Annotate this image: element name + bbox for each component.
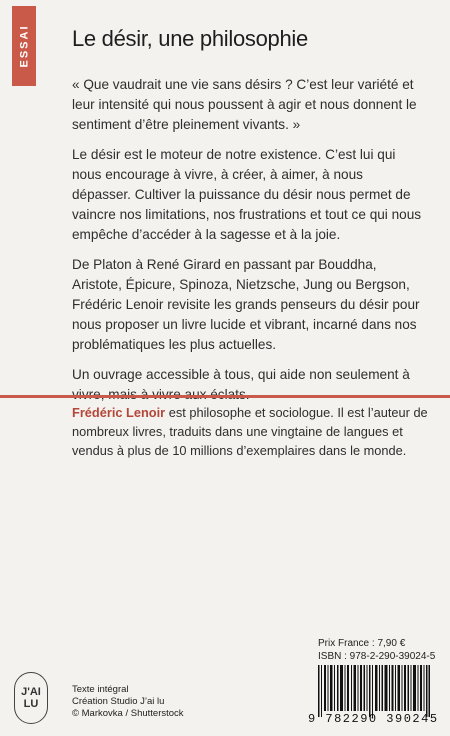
credit-line: © Markovka / Shutterstock — [72, 708, 184, 719]
isbn: ISBN : 978-2-290-39024-5 — [318, 651, 436, 662]
author-bio-text: est philosophe et sociologue. Il est l’auteur de nombreux livres, traduits dans une vingtaine de langues et vendus à plus de 10 millions d’exemplaires dans le monde. — [72, 405, 428, 458]
author-bio — [72, 403, 428, 460]
logo-line: J'AI — [21, 686, 41, 698]
barcode-icon — [318, 665, 430, 717]
blurb — [72, 75, 424, 415]
author-name: Frédéric Lenoir — [72, 405, 166, 420]
blurb-paragraph: Un ouvrage accessible à tous, qui aide non seulement à — [72, 367, 410, 382]
book-title: Le désir, une philosophie — [72, 26, 308, 51]
blurb-quote: « Que vaudrait une vie sans désirs ? C’est leur variété et leur intensité qui nous poussent à agir et nous donnent le sentiment d’être pleinement vivants. » — [72, 77, 417, 132]
publisher-logo — [14, 672, 48, 724]
blurb-paragraph: Le désir est le moteur de notre existence. C’est lui qui nous encourage à vivre, à créer, à aimer, à nous dépasser. Cultiver la puissance du désir nous permet de vaincre nos limitations, nos frustrations et tout ce qui nous empêche d’accéder à la sagesse et à la joie. — [72, 147, 422, 242]
credits — [72, 684, 184, 720]
price: Prix France : 7,90 € — [318, 638, 406, 649]
logo-line: LU — [23, 698, 39, 710]
barcode-number: 9 782290 390245 — [308, 712, 439, 726]
divider — [0, 395, 450, 398]
credit-line: Texte intégral — [72, 684, 129, 695]
blurb-paragraph: De Platon à René Girard en passant par Bouddha, Aristote, Épicure, Spinoza, Nietzsche, Jung ou Bergson, Frédéric Lenoir revisite les grands penseurs du désir pour nous proposer un livre lucide et vibrant, incarné dans nos problématiques les plus actuelles. — [72, 257, 420, 352]
credit-line: Création Studio J’ai lu — [72, 696, 165, 707]
series-tab — [12, 6, 36, 86]
series-tab-label: ESSAI — [18, 24, 31, 68]
